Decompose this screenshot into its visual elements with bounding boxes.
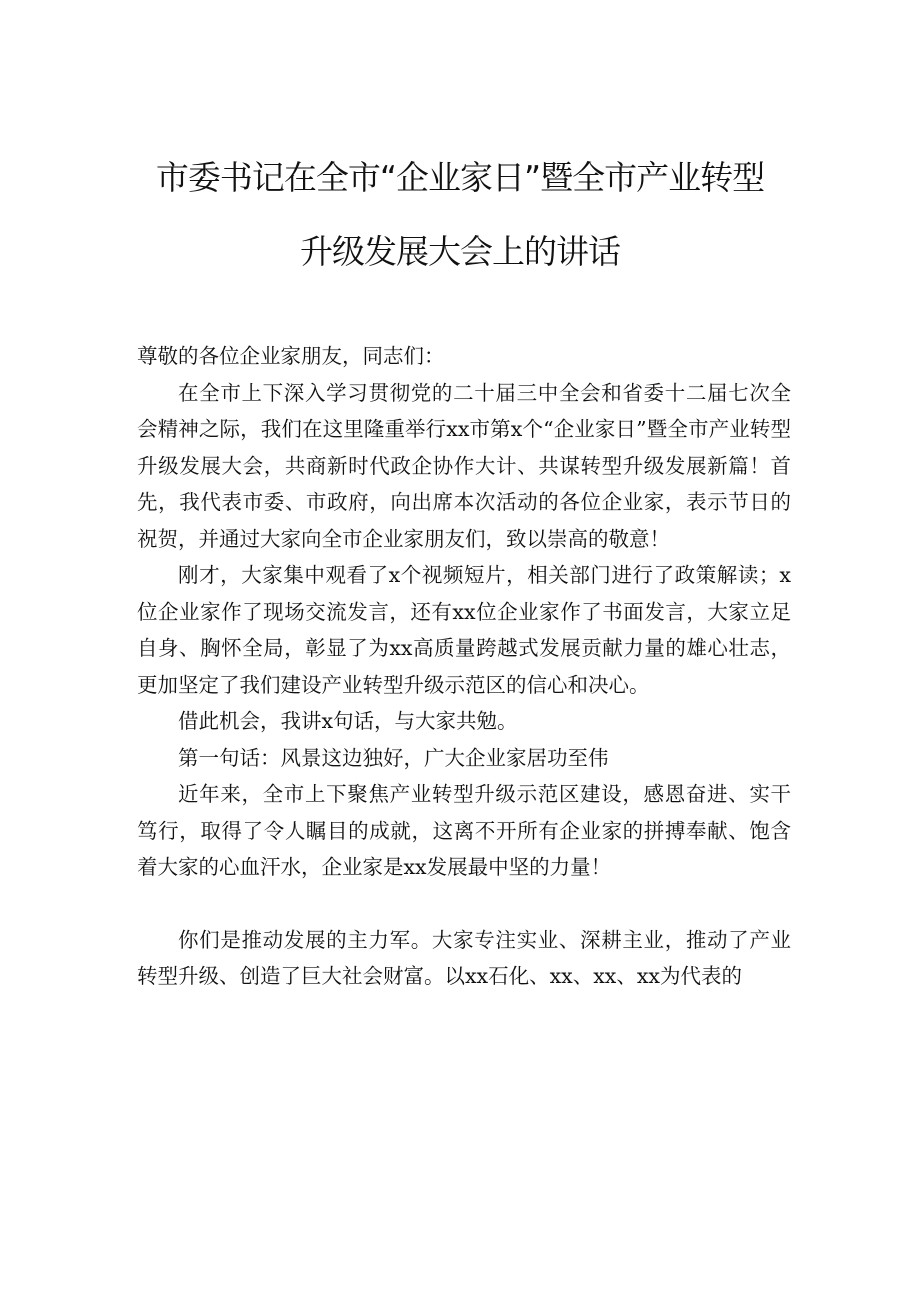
paragraph-review: 刚才，大家集中观看了x个视频短片，相关部门进行了政策解读；x位企业家作了现场交流发言，还有xx位企业家作了书面发言，大家立足自身、胸怀全局，彰显了为xx高质量跨越式发展贡献力量的雄心壮志，更加坚定了我们建设产业转型升级示范区的信心和决心。	[137, 563, 791, 697]
document-title-line-1: 市委书记在全市“企业家日”暨全市产业转型	[155, 158, 765, 197]
section-heading-1: 第一句话：风景这边独好，广大企业家居功至伟	[178, 745, 609, 770]
paragraph-main-force: 你们是推动发展的主力军。大家专注实业、深耕主业，推动了产业转型升级、创造了巨大社会财富。以xx石化、xx、xx、xx为代表的	[137, 927, 791, 988]
paragraph-intro: 借此机会，我讲x句话，与大家共勉。	[178, 709, 518, 733]
salutation: 尊敬的各位企业家朋友，同志们：	[137, 344, 445, 368]
paragraph-opening: 在全市上下深入学习贯彻党的二十届三中全会和省委十二届七次全会精神之际，我们在这里隆重举行xx市第x个“企业家日”暨全市产业转型升级发展大会，共商新时代政企协作大计、共谋转型升级发展新篇！首先，我代表市委、市政府，向出席本次活动的各位企业家，表示节日的祝贺，并通过大家向全市企业家朋友们，致以崇高的敬意！	[137, 380, 791, 551]
document-title-line-2: 升级发展大会上的讲话	[300, 232, 620, 271]
paragraph-achievements: 近年来，全市上下聚焦产业转型升级示范区建设，感恩奋进、实干笃行，取得了令人瞩目的成就，这离不开所有企业家的拼搏奉献、饱含着大家的心血汗水，企业家是xx发展最中坚的力量！	[137, 782, 791, 879]
document-body	[137, 338, 791, 995]
